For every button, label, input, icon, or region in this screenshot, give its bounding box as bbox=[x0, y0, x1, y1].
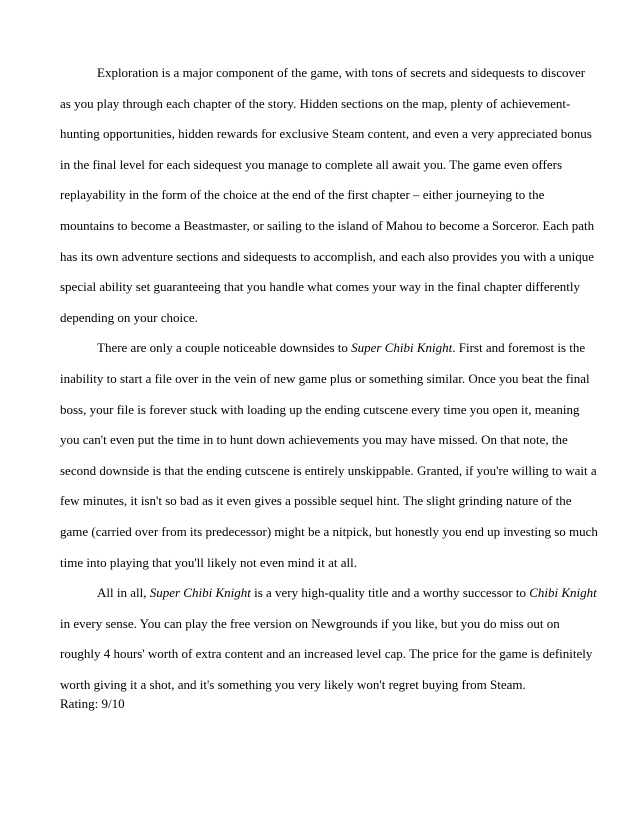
text-run: has its own adventure sections and sidequests to accomplish, and each also provides you with a unique bbox=[60, 248, 594, 264]
text-line bbox=[60, 279, 580, 294]
italic-title: Super Chibi Knight bbox=[149, 585, 251, 601]
text-run: second downside is that the ending cutscene is entirely unskippable. Granted, if you're willing to wait a bbox=[60, 462, 597, 478]
text-line bbox=[60, 493, 572, 508]
text-line bbox=[60, 310, 198, 325]
text-run: All in all, bbox=[97, 585, 150, 601]
italic-title: Super Chibi Knight bbox=[351, 340, 453, 356]
text-run: you can't even put the time in to hunt down achievements you may have missed. On that note, the bbox=[60, 432, 568, 448]
text-line bbox=[60, 555, 357, 570]
text-run: in every sense. You can play the free version on Newgrounds if you like, but you do miss out on bbox=[60, 615, 560, 631]
text-run: time into playing that you'll likely not even mind it at all. bbox=[60, 554, 357, 570]
text-line bbox=[60, 616, 560, 631]
text-run: few minutes, it isn't so bad as it even gives a possible sequel hint. The slight grinding nature of the bbox=[60, 493, 572, 509]
text-line bbox=[97, 340, 585, 355]
text-run: is a very high-quality title and a worthy successor to bbox=[250, 585, 530, 601]
text-run: in the final level for each sidequest you manage to complete all await you. The game even offers bbox=[60, 156, 563, 172]
text-run: as you play through each chapter of the story. Hidden sections on the map, plenty of achievement- bbox=[60, 95, 571, 111]
text-run: Exploration is a major component of the game, with tons of secrets and sidequests to discover bbox=[97, 65, 586, 80]
rating-text: Rating: 9/10 bbox=[60, 696, 125, 711]
text-run: There are only a couple noticeable downsides to bbox=[97, 340, 352, 356]
paragraph-exploration bbox=[60, 58, 595, 333]
text-run: roughly 4 hours' worth of extra content and an increased level cap. The price for the game is definitely bbox=[60, 646, 593, 662]
text-line bbox=[60, 249, 594, 264]
paragraph-downsides bbox=[60, 333, 598, 578]
text-line bbox=[60, 524, 598, 539]
text-run: inability to start a file over in the vein of new game plus or something similar. Once you beat the final bbox=[60, 370, 590, 386]
text-line bbox=[60, 646, 592, 661]
text-run: hunting opportunities, hidden rewards for exclusive Steam content, and even a very appreciated bonus bbox=[60, 126, 592, 142]
text-line bbox=[60, 218, 594, 233]
text-run: boss, your file is forever stuck with loading up the ending cutscene every time you open it, meaning bbox=[60, 401, 580, 417]
text-line bbox=[60, 677, 526, 692]
text-line bbox=[97, 585, 597, 600]
text-line bbox=[60, 402, 580, 417]
text-run: depending on your choice. bbox=[60, 309, 198, 325]
text-line bbox=[60, 187, 544, 202]
text-line bbox=[60, 463, 597, 478]
text-line bbox=[60, 126, 592, 141]
text-line bbox=[97, 65, 585, 80]
paragraph-conclusion bbox=[60, 578, 597, 700]
text-run: special ability set guaranteeing that you handle what comes your way in the final chapter differently bbox=[60, 279, 580, 295]
text-line bbox=[60, 157, 562, 172]
text-run: replayability in the form of the choice at the end of the first chapter – either journeying to the bbox=[60, 187, 545, 203]
document-body bbox=[60, 58, 598, 700]
text-line bbox=[60, 96, 570, 111]
text-run: mountains to become a Beastmaster, or sailing to the island of Mahou to become a Sorceror. Each path bbox=[60, 217, 595, 233]
italic-title: Chibi Knight bbox=[529, 585, 597, 601]
text-line bbox=[60, 371, 590, 386]
text-run: . First and foremost is the bbox=[452, 340, 586, 356]
text-run: game (carried over from its predecessor) might be a nitpick, but honestly you end up investing so much bbox=[60, 523, 598, 539]
text-line bbox=[60, 432, 568, 447]
text-run: worth giving it a shot, and it's something you very likely won't regret buying from Steam. bbox=[60, 676, 526, 692]
